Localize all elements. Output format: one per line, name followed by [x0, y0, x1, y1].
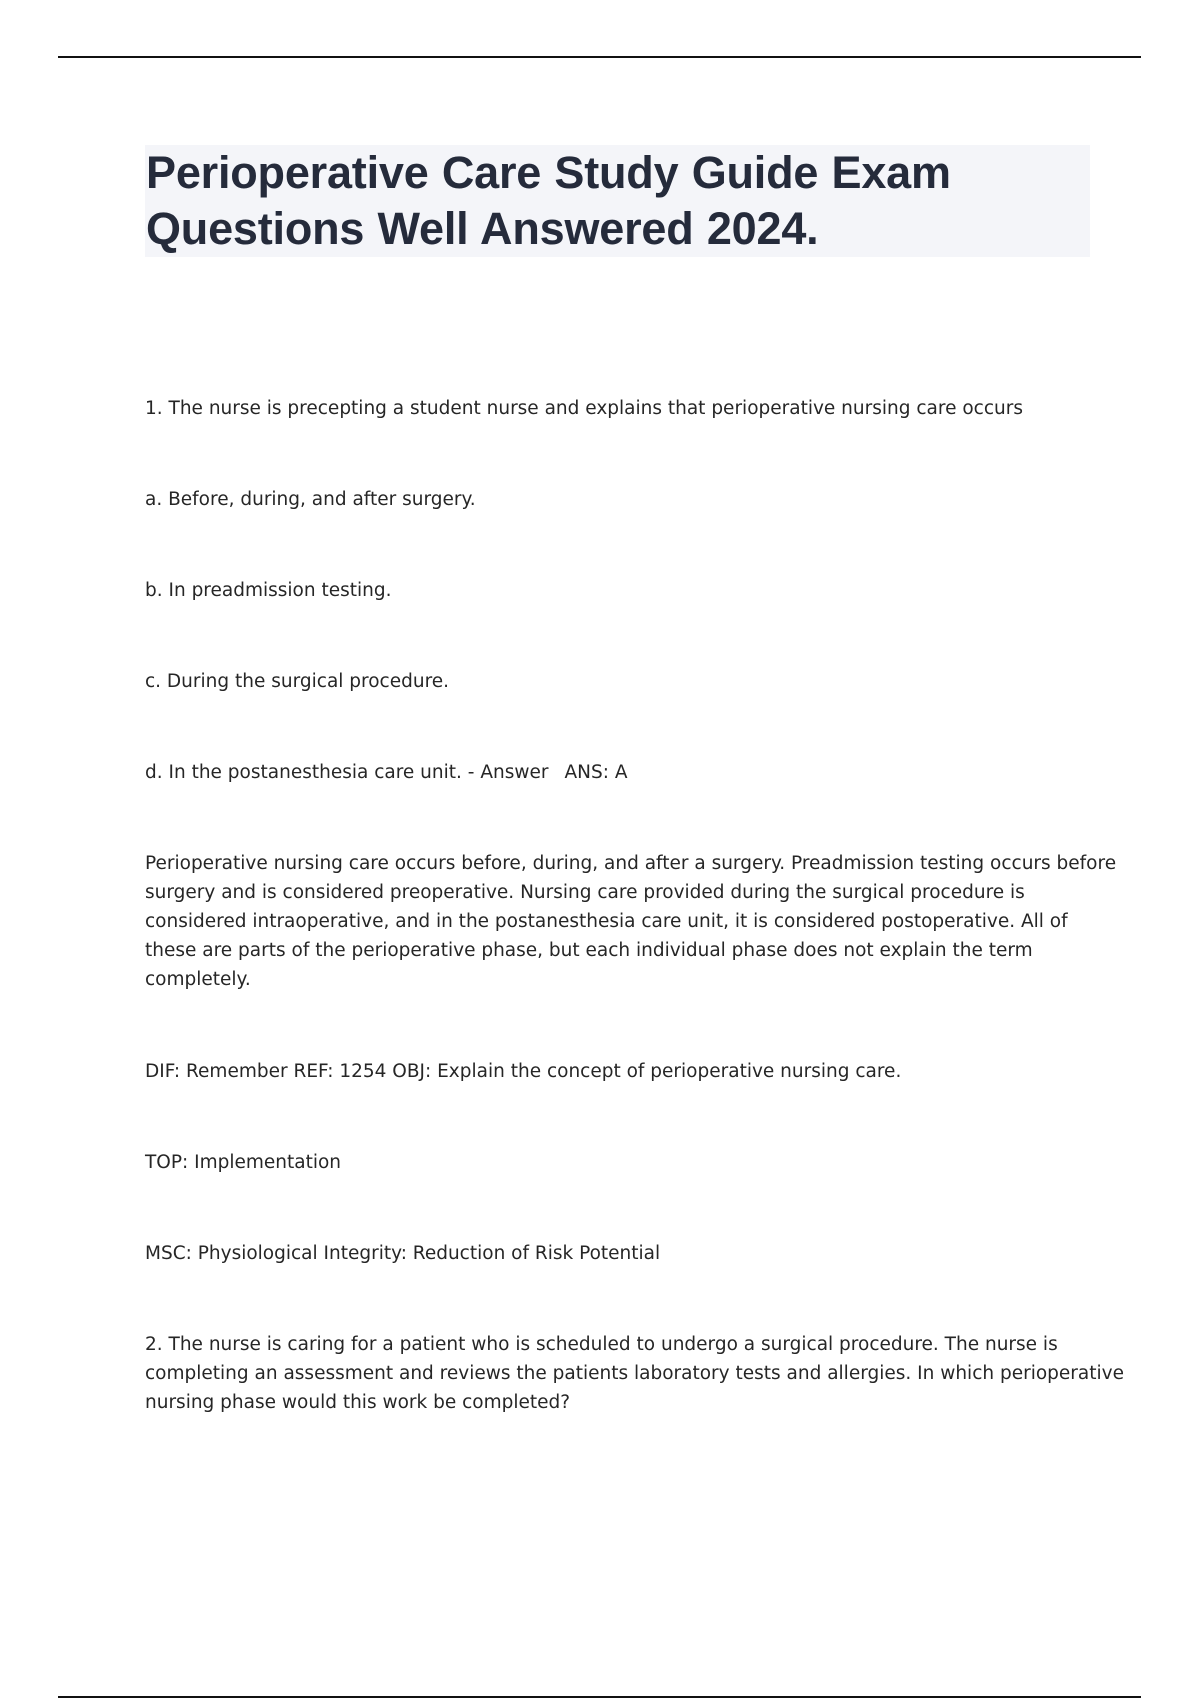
question-1-rationale [145, 849, 1117, 994]
rationale-line: Perioperative nursing care occurs before, during, and after a surgery. Preadmission testing occurs before [145, 853, 1117, 874]
question-2-stem-line: nursing phase would this work be completed? [145, 1392, 571, 1413]
rationale-line: these are parts of the perioperative phase, but each individual phase does not explain the term [145, 940, 1033, 961]
question-1-stem: 1. The nurse is precepting a student nurse and explains that perioperative nursing care occurs [145, 398, 1023, 419]
document-title-line: Perioperative Care Study Guide Exam [146, 147, 951, 198]
top-divider [58, 56, 1141, 58]
question-1-msc: MSC: Physiological Integrity: Reduction of Risk Potential [145, 1243, 661, 1264]
question-1-option-c: c. During the surgical procedure. [145, 671, 450, 692]
question-1-dif: DIF: Remember REF: 1254 OBJ: Explain the concept of perioperative nursing care. [145, 1061, 902, 1082]
answer-key: ANS: A [564, 762, 628, 783]
rationale-line: completely. [145, 969, 251, 990]
question-1-option-a: a. Before, during, and after surgery. [145, 489, 476, 510]
document-title-line: Questions Well Answered 2024. [146, 203, 819, 254]
rationale-line: surgery and is considered preoperative. Nursing care provided during the surgical procedure is [145, 882, 1025, 903]
question-1-option-b: b. In preadmission testing. [145, 580, 392, 601]
option-d-text: d. In the postanesthesia care unit. - Answer [145, 762, 549, 783]
question-2-stem-line: completing an assessment and reviews the patients laboratory tests and allergies. In which perioperative [145, 1363, 1124, 1384]
rationale-line: considered intraoperative, and in the postanesthesia care unit, it is considered postoperative. All of [145, 911, 1068, 932]
question-1-option-d [145, 758, 1090, 787]
question-2-stem-line: 2. The nurse is caring for a patient who is scheduled to undergo a surgical procedure. The nurse is [145, 1334, 1058, 1355]
question-1-top: TOP: Implementation [145, 1152, 342, 1173]
question-2-stem [145, 1330, 1124, 1417]
title-banner [145, 145, 1090, 257]
document-title [145, 145, 1090, 257]
bottom-divider [58, 1696, 1141, 1698]
